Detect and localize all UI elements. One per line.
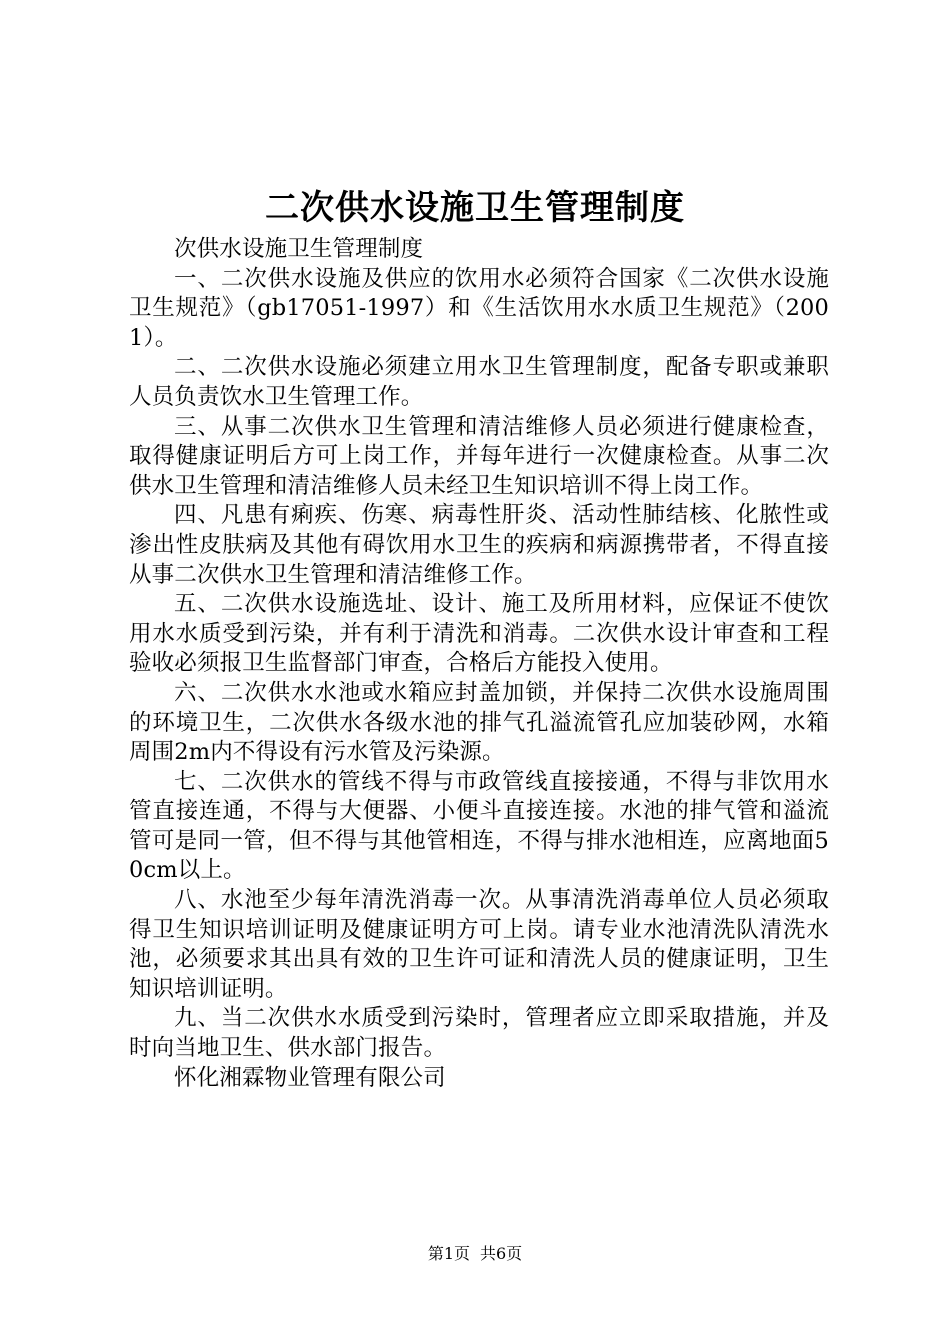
page-footer [0, 1244, 950, 1264]
page-number: 第1页 [427, 1244, 470, 1263]
paragraph-item-5: 五、二次供水设施选址、设计、施工及所用材料，应保证不使饮用水水质受到污染，并有利于清洗和消毒。二次供水设计审查和工程验收必须报卫生监督部门审查，合格后方能投入使用。 [129, 591, 829, 677]
document-title: 二次供水设施卫生管理制度 [265, 188, 685, 228]
page-total: 共6页 [480, 1244, 523, 1263]
paragraph-signature: 怀化湘霖物业管理有限公司 [174, 1064, 446, 1091]
paragraph-item-9: 九、当二次供水水质受到污染时，管理者应立即采取措施，并及时向当地卫生、供水部门报告。 [129, 1005, 829, 1062]
paragraph-item-8: 八、水池至少每年清洗消毒一次。从事清洗消毒单位人员必须取得卫生知识培训证明及健康证明方可上岗。请专业水池清洗队清洗水池，必须要求其出具有效的卫生许可证和清洗人员的健康证明，卫生知识培训证明。 [129, 887, 829, 1002]
paragraph-subtitle: 次供水设施卫生管理制度 [174, 236, 424, 262]
paragraph-item-6: 六、二次供水水池或水箱应封盖加锁，并保持二次供水设施周围的环境卫生，二次供水各级水池的排气孔溢流管孔应加装砂网，水箱周围2m内不得设有污水管及污染源。 [129, 679, 829, 766]
paragraph-item-3: 三、从事二次供水卫生管理和清洁维修人员必须进行健康检查，取得健康证明后方可上岗工作，并每年进行一次健康检查。从事二次供水卫生管理和清洁维修人员未经卫生知识培训不得上岗工作。 [129, 413, 829, 499]
paragraph-item-7: 七、二次供水的管线不得与市政管线直接接通，不得与非饮用水管直接连通，不得与大便器、小便斗直接连接。水池的排气管和溢流管可是同一管，但不得与其他管相连，不得与排水池相连，应离地面50cm以上。 [129, 768, 829, 884]
document-body [129, 235, 829, 1093]
paragraph-item-2: 二、二次供水设施必须建立用水卫生管理制度，配备专职或兼职人员负责饮水卫生管理工作。 [129, 354, 829, 410]
paragraph-item-4: 四、凡患有痢疾、伤寒、病毒性肝炎、活动性肺结核、化脓性或渗出性皮肤病及其他有碍饮用水卫生的疾病和病源携带者，不得直接从事二次供水卫生管理和清洁维修工作。 [129, 502, 829, 588]
paragraph-item-1: 一、二次供水设施及供应的饮用水必须符合国家《二次供水设施卫生规范》（gb17051-1997）和《生活饮用水水质卫生规范》（2001）。 [129, 265, 829, 351]
